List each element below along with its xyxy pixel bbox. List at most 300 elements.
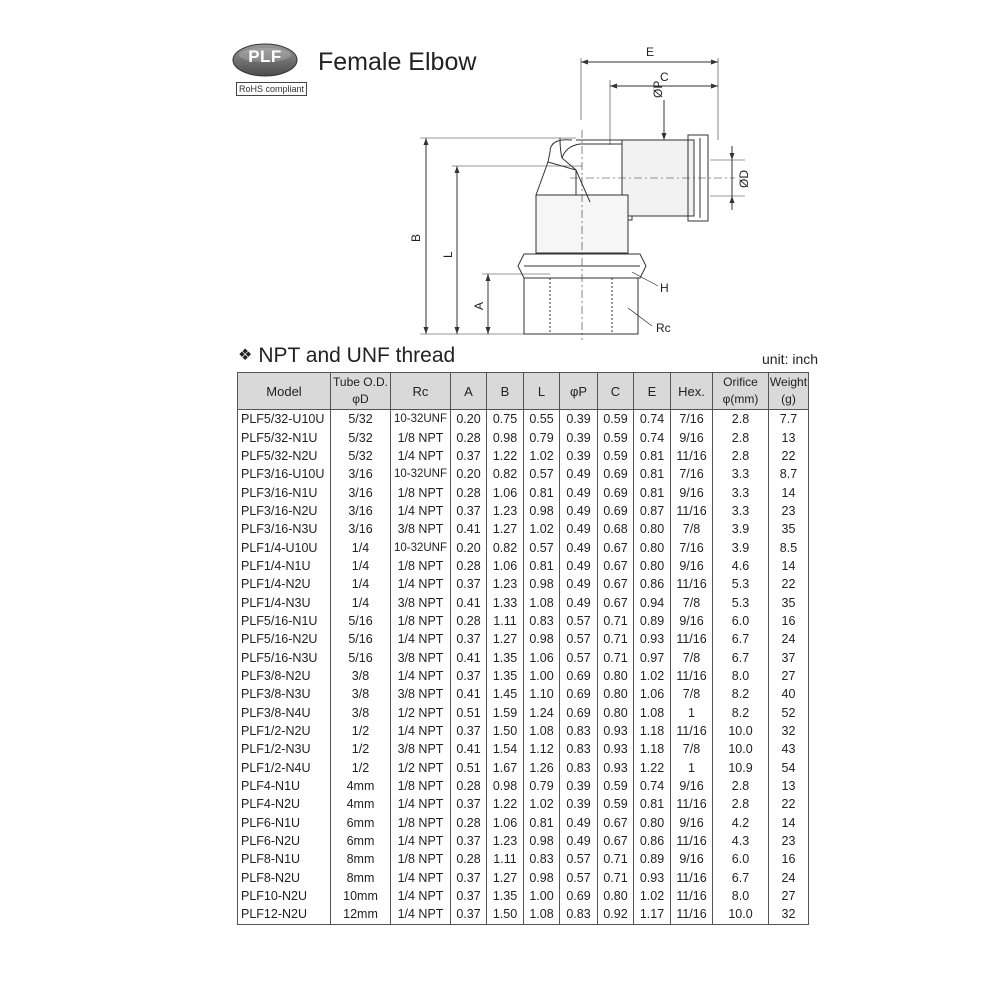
- table-cell: 0.41: [451, 520, 487, 538]
- table-cell: 1.23: [487, 832, 524, 850]
- table-cell: 5/16: [331, 630, 391, 648]
- table-cell: PLF6-N1U: [238, 814, 331, 832]
- table-row: [238, 722, 809, 740]
- table-cell: 0.86: [634, 575, 671, 593]
- table-cell: 0.37: [451, 502, 487, 520]
- column-header-label: L: [537, 383, 546, 399]
- table-cell: 0.93: [598, 759, 634, 777]
- table-cell: 0.20: [451, 410, 487, 429]
- table-cell: 11/16: [671, 630, 713, 648]
- table-cell: 9/16: [671, 483, 713, 501]
- table-cell: 1.08: [634, 704, 671, 722]
- table-cell: 1.22: [634, 759, 671, 777]
- table-row: [238, 869, 809, 887]
- table-cell: 0.97: [634, 648, 671, 666]
- table-cell: 0.81: [634, 795, 671, 813]
- table-cell: 0.59: [598, 428, 634, 446]
- table-cell: 4mm: [331, 795, 391, 813]
- column-header-label: Rc: [412, 383, 429, 399]
- table-row: [238, 740, 809, 758]
- table-cell: 0.28: [451, 612, 487, 630]
- table-cell: 1/4 NPT: [391, 832, 451, 850]
- table-cell: 13: [769, 428, 809, 446]
- table-cell: 0.39: [560, 447, 598, 465]
- table-cell: 52: [769, 704, 809, 722]
- table-cell: 13: [769, 777, 809, 795]
- table-cell: 0.80: [598, 667, 634, 685]
- table-cell: 0.67: [598, 557, 634, 575]
- table-cell: 1/4: [331, 538, 391, 556]
- table-row: [238, 704, 809, 722]
- column-header-label: Model: [266, 383, 302, 399]
- table-row: [238, 905, 809, 924]
- table-cell: 0.81: [634, 483, 671, 501]
- column-header: [238, 373, 331, 410]
- table-cell: 0.20: [451, 538, 487, 556]
- table-cell: PLF8-N2U: [238, 869, 331, 887]
- table-cell: 1/2: [331, 759, 391, 777]
- table-cell: PLF4-N1U: [238, 777, 331, 795]
- table-cell: 0.98: [524, 630, 560, 648]
- table-cell: PLF3/16-N2U: [238, 502, 331, 520]
- table-cell: 11/16: [671, 502, 713, 520]
- table-cell: 1.35: [487, 648, 524, 666]
- dim-label-b: B: [409, 233, 423, 242]
- table-cell: PLF4-N2U: [238, 795, 331, 813]
- dim-label-h: H: [660, 281, 669, 295]
- table-cell: 43: [769, 740, 809, 758]
- table-cell: 0.69: [560, 685, 598, 703]
- table-cell: 9/16: [671, 612, 713, 630]
- table-cell: 0.93: [634, 869, 671, 887]
- table-cell: 0.71: [598, 850, 634, 868]
- table-cell: 0.74: [634, 428, 671, 446]
- table-cell: 0.81: [634, 447, 671, 465]
- table-cell: 0.28: [451, 483, 487, 501]
- table-cell: 5/32: [331, 428, 391, 446]
- table-row: [238, 667, 809, 685]
- table-cell: 1.02: [634, 887, 671, 905]
- table-cell: 10-32UNF: [391, 410, 451, 429]
- table-cell: 24: [769, 630, 809, 648]
- dim-label-rc: Rc: [656, 321, 671, 335]
- table-cell: 11/16: [671, 667, 713, 685]
- table-cell: 0.80: [598, 685, 634, 703]
- dim-label-a: A: [472, 301, 486, 310]
- table-row: [238, 685, 809, 703]
- table-cell: 0.67: [598, 575, 634, 593]
- table-cell: 0.71: [598, 612, 634, 630]
- table-cell: 0.20: [451, 465, 487, 483]
- table-cell: 1.00: [524, 667, 560, 685]
- table-cell: 1.02: [634, 667, 671, 685]
- table-cell: 3.9: [713, 520, 769, 538]
- table-cell: 1/2: [331, 722, 391, 740]
- table-cell: 0.37: [451, 869, 487, 887]
- table-cell: 4.3: [713, 832, 769, 850]
- table-cell: 22: [769, 795, 809, 813]
- table-cell: 0.69: [560, 667, 598, 685]
- table-cell: 0.49: [560, 575, 598, 593]
- table-cell: 0.37: [451, 795, 487, 813]
- table-cell: 1.10: [524, 685, 560, 703]
- table-row: [238, 630, 809, 648]
- table-cell: 0.49: [560, 520, 598, 538]
- table-cell: 0.98: [487, 777, 524, 795]
- table-cell: PLF3/8-N4U: [238, 704, 331, 722]
- table-cell: 0.67: [598, 832, 634, 850]
- table-cell: 3.3: [713, 483, 769, 501]
- table-cell: PLF1/4-N3U: [238, 593, 331, 611]
- table-cell: 11/16: [671, 869, 713, 887]
- page-title: Female Elbow: [318, 48, 477, 76]
- table-cell: 1.06: [634, 685, 671, 703]
- table-cell: 1.54: [487, 740, 524, 758]
- table-row: [238, 850, 809, 868]
- table-cell: 1.06: [487, 814, 524, 832]
- table-cell: 0.49: [560, 538, 598, 556]
- table-cell: PLF5/16-N1U: [238, 612, 331, 630]
- table-cell: 11/16: [671, 887, 713, 905]
- table-cell: 0.68: [598, 520, 634, 538]
- table-cell: 7/16: [671, 465, 713, 483]
- table-cell: 0.57: [524, 538, 560, 556]
- table-cell: 0.93: [598, 740, 634, 758]
- table-cell: 8mm: [331, 869, 391, 887]
- table-row: [238, 887, 809, 905]
- table-cell: 2.8: [713, 795, 769, 813]
- table-cell: 0.80: [634, 538, 671, 556]
- table-cell: 0.81: [524, 814, 560, 832]
- table-cell: 7/8: [671, 520, 713, 538]
- table-cell: 9/16: [671, 850, 713, 868]
- table-cell: 1.18: [634, 722, 671, 740]
- table-cell: 1/2 NPT: [391, 759, 451, 777]
- dim-label-d: ØD: [737, 170, 751, 188]
- table-cell: 23: [769, 832, 809, 850]
- table-cell: PLF8-N1U: [238, 850, 331, 868]
- table-cell: PLF5/32-N1U: [238, 428, 331, 446]
- table-cell: 0.89: [634, 612, 671, 630]
- table-cell: 0.98: [487, 428, 524, 446]
- table-cell: 32: [769, 905, 809, 924]
- table-cell: 6mm: [331, 832, 391, 850]
- table-cell: 0.49: [560, 502, 598, 520]
- table-cell: 0.83: [560, 905, 598, 924]
- column-header: [487, 373, 524, 410]
- table-row: [238, 832, 809, 850]
- table-cell: 14: [769, 557, 809, 575]
- table-cell: 0.93: [634, 630, 671, 648]
- table-cell: 0.79: [524, 428, 560, 446]
- table-cell: 1/4 NPT: [391, 447, 451, 465]
- table-cell: 1.08: [524, 593, 560, 611]
- table-row: [238, 557, 809, 575]
- table-cell: 0.49: [560, 557, 598, 575]
- table-cell: 1.06: [524, 648, 560, 666]
- table-body: [238, 410, 809, 925]
- table-cell: 0.41: [451, 648, 487, 666]
- table-cell: 4.2: [713, 814, 769, 832]
- spec-table: [237, 372, 809, 925]
- column-header-label: E: [647, 383, 657, 399]
- table-cell: 3.9: [713, 538, 769, 556]
- table-cell: 0.49: [560, 832, 598, 850]
- dim-label-l: L: [441, 251, 455, 258]
- table-cell: 0.59: [598, 795, 634, 813]
- table-cell: 8.7: [769, 465, 809, 483]
- table-cell: 0.39: [560, 428, 598, 446]
- rohs-badge: RoHS compliant: [236, 82, 307, 96]
- table-cell: 5/16: [331, 648, 391, 666]
- table-cell: 0.37: [451, 630, 487, 648]
- table-cell: 1.59: [487, 704, 524, 722]
- table-cell: 6.7: [713, 630, 769, 648]
- column-header-label: B: [500, 383, 510, 399]
- table-cell: 0.51: [451, 704, 487, 722]
- table-cell: 1/8 NPT: [391, 612, 451, 630]
- table-cell: 23: [769, 502, 809, 520]
- table-cell: 7/16: [671, 410, 713, 429]
- table-cell: 1.23: [487, 502, 524, 520]
- column-header: [769, 373, 809, 410]
- table-cell: 8mm: [331, 850, 391, 868]
- table-cell: 1/4 NPT: [391, 630, 451, 648]
- diamond-bullet-icon: ❖: [238, 347, 253, 364]
- table-cell: 0.81: [524, 483, 560, 501]
- table-cell: 3/8: [331, 704, 391, 722]
- section-heading-text: NPT and UNF thread: [258, 344, 456, 367]
- table-cell: 0.86: [634, 832, 671, 850]
- table-cell: PLF6-N2U: [238, 832, 331, 850]
- table-cell: 8.0: [713, 667, 769, 685]
- column-header-label: A: [464, 383, 473, 399]
- table-cell: 1/8 NPT: [391, 777, 451, 795]
- table-cell: 40: [769, 685, 809, 703]
- table-cell: 0.80: [634, 520, 671, 538]
- table-cell: 8.2: [713, 704, 769, 722]
- column-header: [391, 373, 451, 410]
- table-cell: 11/16: [671, 905, 713, 924]
- table-header-row: [238, 373, 809, 410]
- column-header-label: C: [610, 383, 621, 399]
- table-cell: 1.02: [524, 447, 560, 465]
- table-cell: 0.41: [451, 685, 487, 703]
- table-cell: 3/8: [331, 667, 391, 685]
- table-cell: 1/4 NPT: [391, 575, 451, 593]
- table-cell: 6.7: [713, 648, 769, 666]
- table-cell: 27: [769, 887, 809, 905]
- table-cell: 1/2 NPT: [391, 704, 451, 722]
- table-cell: 0.57: [560, 850, 598, 868]
- table-cell: 37: [769, 648, 809, 666]
- table-cell: PLF5/16-N3U: [238, 648, 331, 666]
- table-cell: 35: [769, 593, 809, 611]
- column-header: [634, 373, 671, 410]
- table-cell: 1/4 NPT: [391, 667, 451, 685]
- table-cell: 9/16: [671, 557, 713, 575]
- table-cell: 1.26: [524, 759, 560, 777]
- table-cell: 1.02: [524, 795, 560, 813]
- table-row: [238, 410, 809, 429]
- table-cell: 10-32UNF: [391, 465, 451, 483]
- table-row: [238, 612, 809, 630]
- table-cell: PLF1/2-N4U: [238, 759, 331, 777]
- table-row: [238, 520, 809, 538]
- table-cell: 11/16: [671, 832, 713, 850]
- table-cell: 0.83: [560, 740, 598, 758]
- table-cell: 7/8: [671, 685, 713, 703]
- female-elbow-drawing: [400, 40, 751, 345]
- brand-logo: [232, 42, 310, 100]
- table-row: [238, 814, 809, 832]
- table-cell: 0.41: [451, 740, 487, 758]
- table-cell: 0.37: [451, 575, 487, 593]
- table-cell: 0.69: [598, 483, 634, 501]
- table-cell: PLF1/2-N2U: [238, 722, 331, 740]
- table-cell: 0.71: [598, 630, 634, 648]
- table-cell: 4.6: [713, 557, 769, 575]
- table-cell: 7.7: [769, 410, 809, 429]
- table-cell: 3/16: [331, 502, 391, 520]
- table-cell: 3/8 NPT: [391, 520, 451, 538]
- table-row: [238, 538, 809, 556]
- table-cell: 3/16: [331, 483, 391, 501]
- table-cell: 0.80: [598, 887, 634, 905]
- table-cell: 1.50: [487, 905, 524, 924]
- table-cell: 1.00: [524, 887, 560, 905]
- table-cell: 6.0: [713, 612, 769, 630]
- table-cell: 1.45: [487, 685, 524, 703]
- column-header: [713, 373, 769, 410]
- table-cell: 5.3: [713, 575, 769, 593]
- table-cell: 1.08: [524, 905, 560, 924]
- table-cell: 2.8: [713, 447, 769, 465]
- table-row: [238, 575, 809, 593]
- table-cell: 0.80: [634, 814, 671, 832]
- table-cell: 1/4: [331, 575, 391, 593]
- table-cell: PLF12-N2U: [238, 905, 331, 924]
- column-header: [560, 373, 598, 410]
- table-row: [238, 502, 809, 520]
- table-cell: 0.83: [524, 850, 560, 868]
- table-cell: 0.89: [634, 850, 671, 868]
- table-cell: 0.69: [598, 502, 634, 520]
- table-cell: 5/32: [331, 447, 391, 465]
- table-cell: 2.8: [713, 410, 769, 429]
- table-cell: 0.28: [451, 850, 487, 868]
- table-cell: 0.79: [524, 777, 560, 795]
- table-cell: 0.83: [524, 612, 560, 630]
- table-cell: 0.82: [487, 538, 524, 556]
- table-cell: 9/16: [671, 428, 713, 446]
- table-row: [238, 759, 809, 777]
- column-header: [331, 373, 391, 410]
- table-cell: 1.22: [487, 795, 524, 813]
- table-cell: 0.94: [634, 593, 671, 611]
- table-cell: 7/8: [671, 593, 713, 611]
- table-cell: 4mm: [331, 777, 391, 795]
- table-cell: 35: [769, 520, 809, 538]
- table-cell: 0.74: [634, 410, 671, 429]
- table-cell: 0.59: [598, 777, 634, 795]
- table-cell: 1/2: [331, 740, 391, 758]
- unit-label: unit: inch: [762, 351, 819, 367]
- table-cell: 1/4 NPT: [391, 905, 451, 924]
- table-cell: 3/16: [331, 520, 391, 538]
- table-cell: 1/4 NPT: [391, 722, 451, 740]
- table-cell: 1.02: [524, 520, 560, 538]
- table-cell: 1/4: [331, 593, 391, 611]
- table-cell: 0.55: [524, 410, 560, 429]
- dim-label-c: C: [660, 70, 669, 84]
- table-cell: PLF1/2-N3U: [238, 740, 331, 758]
- table-cell: PLF3/8-N3U: [238, 685, 331, 703]
- table-cell: PLF10-N2U: [238, 887, 331, 905]
- table-cell: PLF3/8-N2U: [238, 667, 331, 685]
- table-cell: 1.11: [487, 612, 524, 630]
- table-cell: 1.06: [487, 557, 524, 575]
- table-cell: PLF1/4-U10U: [238, 538, 331, 556]
- table-cell: 0.57: [560, 630, 598, 648]
- table-cell: 0.87: [634, 502, 671, 520]
- table-cell: 9/16: [671, 814, 713, 832]
- table-cell: 1/4: [331, 557, 391, 575]
- table-cell: 0.69: [598, 465, 634, 483]
- table-cell: 0.71: [598, 869, 634, 887]
- table-cell: 0.28: [451, 814, 487, 832]
- table-row: [238, 593, 809, 611]
- table-cell: 14: [769, 483, 809, 501]
- table-cell: 0.51: [451, 759, 487, 777]
- table-cell: 16: [769, 850, 809, 868]
- table-cell: 2.8: [713, 777, 769, 795]
- table-cell: 6.0: [713, 850, 769, 868]
- table-cell: 0.67: [598, 814, 634, 832]
- column-header-sublabel: φD: [352, 392, 369, 406]
- table-cell: 1.27: [487, 520, 524, 538]
- table-cell: 1: [671, 759, 713, 777]
- table-cell: 0.49: [560, 814, 598, 832]
- column-header-label: Hex.: [678, 383, 705, 399]
- table-cell: 0.80: [598, 704, 634, 722]
- table-cell: 0.49: [560, 465, 598, 483]
- table-cell: PLF5/32-U10U: [238, 410, 331, 429]
- column-header-label: Weight: [769, 375, 808, 389]
- table-cell: 3/8 NPT: [391, 740, 451, 758]
- table-cell: 0.98: [524, 869, 560, 887]
- table-cell: 24: [769, 869, 809, 887]
- table-cell: 0.69: [560, 887, 598, 905]
- table-cell: 8.0: [713, 887, 769, 905]
- table-cell: PLF3/16-N3U: [238, 520, 331, 538]
- table-cell: 7/16: [671, 538, 713, 556]
- table-cell: 0.59: [598, 447, 634, 465]
- table-cell: 0.74: [634, 777, 671, 795]
- table-cell: 0.81: [634, 465, 671, 483]
- table-cell: 11/16: [671, 795, 713, 813]
- column-header-sublabel: (g): [781, 392, 796, 406]
- table-cell: 0.98: [524, 502, 560, 520]
- table-cell: PLF5/16-N2U: [238, 630, 331, 648]
- table-cell: 1/4 NPT: [391, 502, 451, 520]
- table-cell: 0.57: [560, 612, 598, 630]
- table-cell: 0.83: [560, 722, 598, 740]
- table-cell: 1.23: [487, 575, 524, 593]
- table-cell: 0.57: [560, 648, 598, 666]
- table-cell: 5.3: [713, 593, 769, 611]
- table-cell: 5/16: [331, 612, 391, 630]
